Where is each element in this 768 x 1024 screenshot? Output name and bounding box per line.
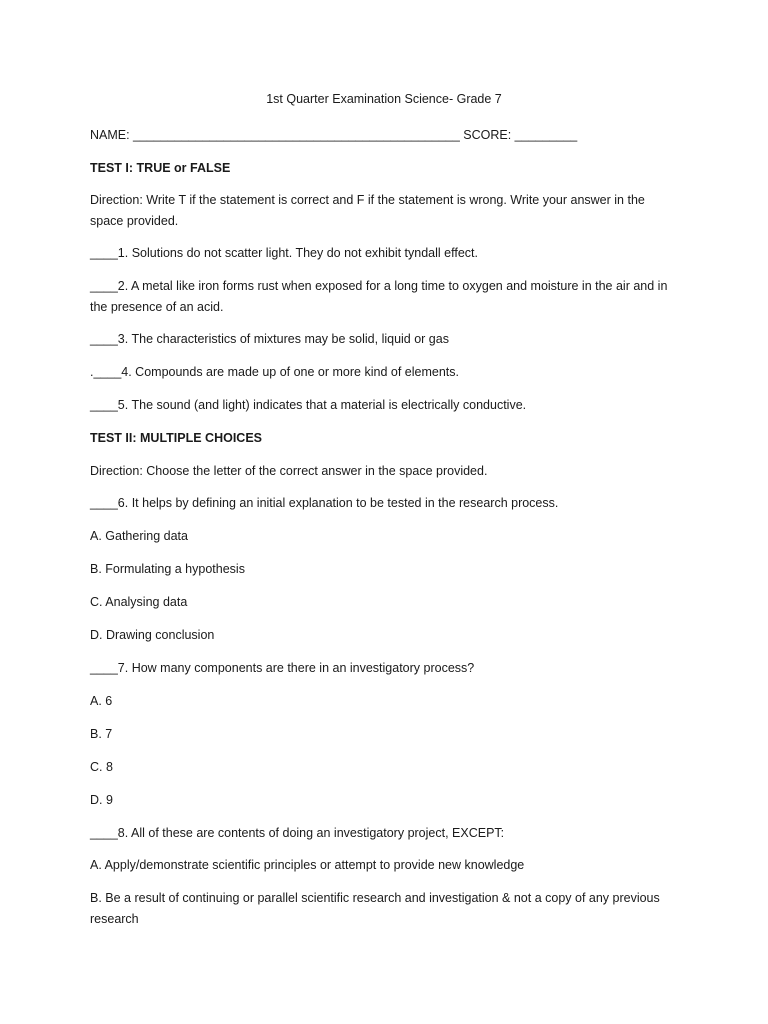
question-8: ____8. All of these are contents of doing an investigatory project, EXCEPT:	[90, 826, 505, 840]
question-1: ____1. Solutions do not scatter light. They do not exhibit tyndall effect.	[90, 246, 478, 260]
question-4: .____4. Compounds are made up of one or more kind of elements.	[90, 365, 459, 379]
q6-option-b: B. Formulating a hypothesis	[90, 562, 245, 576]
q6-option-a: A. Gathering data	[90, 529, 188, 543]
q7-option-b: B. 7	[90, 727, 113, 741]
test1-direction: Direction: Write T if the statement is correct and F if the statement is wrong. Write your answer in the space provided.	[90, 193, 645, 228]
question-7: ____7. How many components are there in an investigatory process?	[90, 661, 475, 675]
question-2: ____2. A metal like iron forms rust when exposed for a long time to oxygen and moisture in the air and in the presence of an acid.	[90, 279, 668, 314]
q7-option-a: A. 6	[90, 694, 113, 708]
question-5: ____5. The sound (and light) indicates that a material is electrically conductive.	[90, 398, 527, 412]
exam-title: 1st Quarter Examination Science- Grade 7	[266, 92, 502, 106]
q7-option-c: C. 8	[90, 760, 113, 774]
question-3: ____3. The characteristics of mixtures may be solid, liquid or gas	[90, 332, 449, 346]
name-score-line: NAME: _______________________________________________ SCORE: _________	[90, 128, 578, 142]
test2-heading: TEST II: MULTIPLE CHOICES	[90, 431, 262, 445]
q6-option-c: C. Analysing data	[90, 595, 188, 609]
question-6: ____6. It helps by defining an initial explanation to be tested in the research process.	[90, 496, 559, 510]
test1-heading: TEST I: TRUE or FALSE	[90, 161, 231, 175]
q8-option-b: B. Be a result of continuing or parallel scientific research and investigation & not a copy of any previous research	[90, 891, 660, 926]
q6-option-d: D. Drawing conclusion	[90, 628, 215, 642]
q8-option-a: A. Apply/demonstrate scientific principles or attempt to provide new knowledge	[90, 858, 525, 872]
test2-direction: Direction: Choose the letter of the correct answer in the space provided.	[90, 464, 488, 478]
q7-option-d: D. 9	[90, 793, 113, 807]
